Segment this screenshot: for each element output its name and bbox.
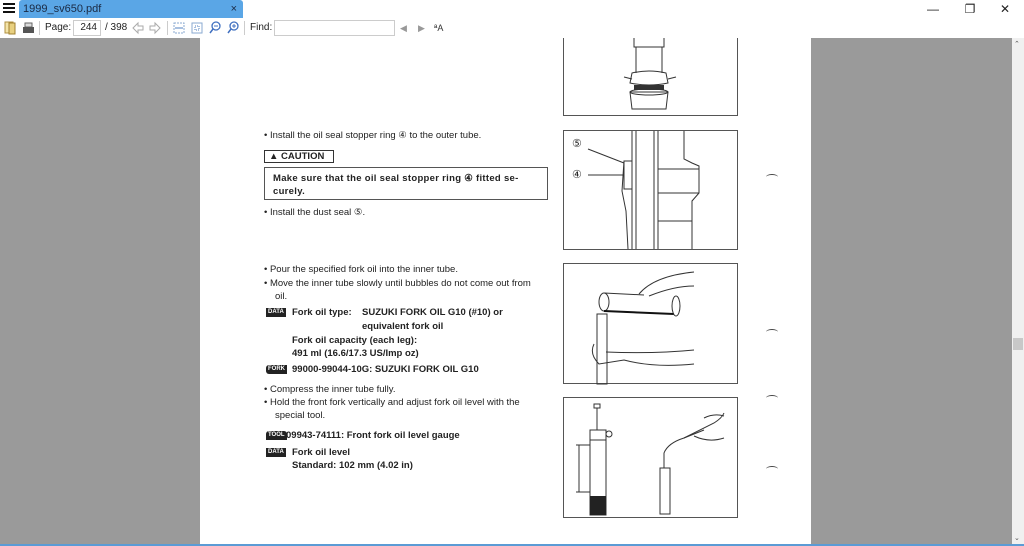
restore-button[interactable]: ❐ (964, 2, 976, 16)
zoom-out-icon[interactable] (209, 21, 221, 35)
step-hold-front-fork-2: special tool. (275, 410, 326, 421)
find-prev-button[interactable]: ◀ (400, 23, 407, 33)
menu-icon[interactable] (3, 3, 15, 14)
toolbar-separator (167, 21, 168, 35)
tab-title: 1999_sv650.pdf (23, 3, 102, 15)
figure-pour-oil (563, 263, 738, 384)
match-case-button[interactable]: ªA (434, 23, 444, 33)
open-icon[interactable] (4, 21, 16, 35)
data-badge-icon: DATA (268, 309, 284, 315)
zoom-in-icon[interactable] (227, 21, 239, 35)
close-window-button[interactable]: ✕ (999, 2, 1011, 16)
scroll-down-icon[interactable]: ⌄ (1014, 535, 1020, 542)
oil-level-gauge-illustration (564, 398, 739, 519)
margin-mark (766, 329, 778, 335)
toolbar (0, 18, 1024, 38)
document-viewport[interactable] (0, 38, 1012, 544)
margin-mark (766, 466, 778, 472)
tool-part-number: 09943-74111: Front fork oil level gauge (286, 430, 460, 441)
oil-level-label: Fork oil level (292, 447, 351, 458)
fit-width-icon[interactable] (173, 21, 185, 35)
find-input[interactable] (274, 20, 395, 36)
title-bar (0, 0, 1024, 18)
tab-close-icon[interactable]: × (230, 3, 237, 15)
oil-level-standard: Standard: 102 mm (4.02 in) (292, 460, 413, 471)
callout-4: ④ (572, 169, 582, 181)
toolbar-separator (244, 21, 245, 35)
step-hold-front-fork-1: • Hold the front fork vertically and adjust fork oil level with the (264, 397, 520, 408)
page-total: / 398 (105, 22, 128, 33)
fork-oil-badge-icon: FORK (268, 366, 285, 372)
figure-fork-tube-top (563, 38, 738, 116)
page-number-input[interactable]: 244 (73, 20, 101, 36)
prev-page-icon[interactable] (132, 21, 144, 35)
find-next-button[interactable]: ▶ (418, 23, 425, 33)
step-pour-fork-oil: • Pour the specified fork oil into the inner tube. (264, 264, 458, 275)
step-compress-inner-tube: • Compress the inner tube fully. (264, 384, 396, 395)
figure-oil-seal (563, 130, 738, 250)
caution-label: ▲ CAUTION (264, 150, 334, 163)
fork-oil-type-value2: equivalent fork oil (362, 321, 444, 332)
document-tab[interactable] (19, 0, 243, 18)
pour-oil-illustration (564, 264, 739, 385)
margin-mark (766, 395, 778, 401)
margin-mark (766, 174, 778, 180)
fork-oil-part-number: 99000-99044-10G: SUZUKI FORK OIL G10 (292, 364, 479, 375)
caution-box (264, 167, 548, 200)
minimize-button[interactable]: — (927, 2, 939, 16)
toolbar-separator (39, 21, 40, 35)
fork-oil-type-label: Fork oil type: (292, 307, 352, 318)
caution-text-line2: curely. (273, 186, 306, 197)
caution-text-line1: Make sure that the oil seal stopper ring ④ fitted se- (273, 173, 519, 184)
step-install-dust-seal: • Install the dust seal ⑤. (264, 207, 366, 218)
fit-page-icon[interactable] (191, 21, 203, 35)
figure-oil-level-gauge (563, 397, 738, 518)
next-page-icon[interactable] (149, 21, 161, 35)
oil-seal-illustration (564, 131, 739, 251)
fork-oil-capacity-label: Fork oil capacity (each leg): (292, 335, 418, 346)
vertical-scrollbar[interactable] (1012, 38, 1024, 544)
pdf-page (200, 38, 811, 544)
step-install-stopper-ring: • Install the oil seal stopper ring ④ to the outer tube. (264, 130, 482, 141)
print-icon[interactable] (22, 21, 35, 35)
fork-tube-illustration (564, 38, 739, 117)
callout-5: ⑤ (572, 138, 582, 150)
step-move-inner-tube-1: • Move the inner tube slowly until bubbles do not come out from (264, 278, 531, 289)
data-badge-icon-2: DATA (268, 449, 284, 455)
scrollbar-thumb[interactable] (1013, 338, 1023, 350)
fork-oil-type-value1: SUZUKI FORK OIL G10 (#10) or (362, 307, 503, 318)
tool-badge-icon: TOOL (268, 432, 285, 438)
scroll-up-icon[interactable]: ⌃ (1014, 41, 1020, 48)
find-label: Find: (250, 22, 273, 33)
step-move-inner-tube-2: oil. (275, 291, 288, 302)
fork-oil-capacity-value: 491 ml (16.6/17.3 US/Imp oz) (292, 348, 419, 359)
page-label: Page: (45, 22, 72, 33)
